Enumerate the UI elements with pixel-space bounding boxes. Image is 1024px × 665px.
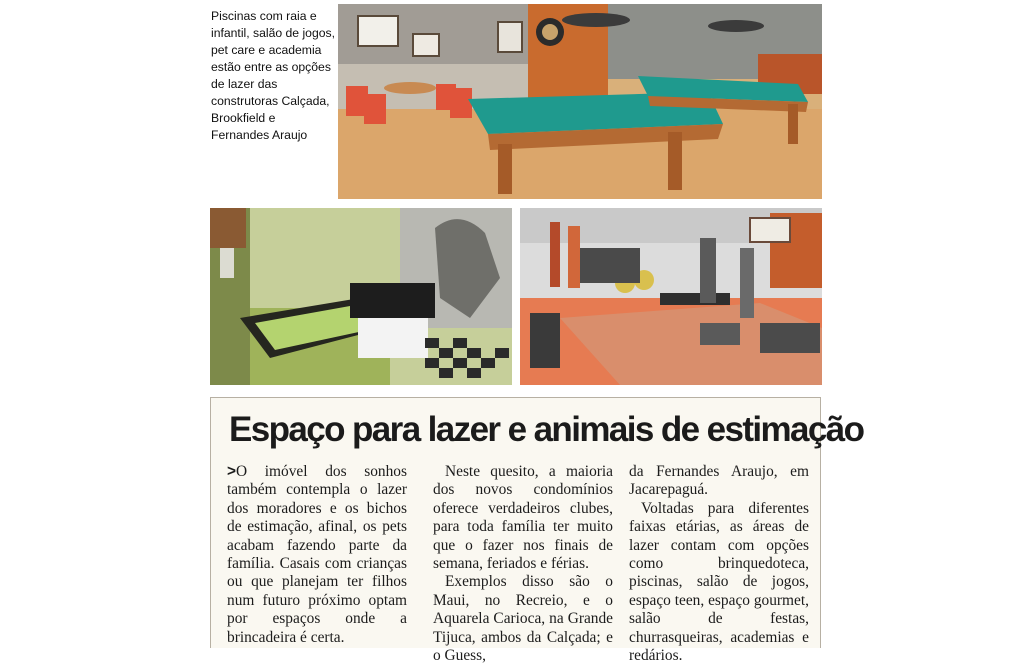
- article-paragraph: O imóvel dos sonhos também contempla o lazer dos moradores e os bichos de estimação, afinal, os pets acabam fazendo parte da família. Casais com crianças ou que planejam ter filhos num futuro próximo optam por espaços onde a brincadeira é certa.: [227, 463, 407, 646]
- photo-caption: Piscinas com raia e infantil, salão de jogos, pet care e academia estão entre as opções de lazer das construtoras Calçada, Brookfield e Fernandes Araujo: [211, 9, 335, 142]
- game-room-photo: [338, 4, 822, 199]
- article-paragraph: Voltadas para diferentes faixas etárias, as áreas de lazer contam com opções como brinquedoteca, piscinas, salão de jogos, espaço teen, espaço gourmet, salão de festas, churrasqueiras, academias e redários.: [629, 499, 809, 665]
- article-paragraph: da Fernandes Araujo, em Jacarepaguá.: [629, 463, 809, 499]
- paragraph-marker: >: [227, 463, 236, 480]
- article-headline: Espaço para lazer e animais de estimação: [229, 410, 864, 449]
- pet-care-photo: [210, 208, 512, 385]
- article-paragraph: Neste quesito, a maioria dos novos condomínios oferece verdadeiros clubes, para toda família ter muito que o fazer nos finais de semana, feriados e férias.: [433, 463, 613, 573]
- article-column-3: [629, 463, 809, 665]
- article: [210, 397, 864, 665]
- gym-photo: [520, 208, 822, 385]
- article-paragraph: Exemplos disso são o Maui, no Recreio, e o Aquarela Carioca, na Grande Tijuca, ambos da Calçada; e o Guess,: [433, 573, 613, 665]
- article-column-1: [227, 463, 407, 647]
- article-column-2: [433, 463, 613, 665]
